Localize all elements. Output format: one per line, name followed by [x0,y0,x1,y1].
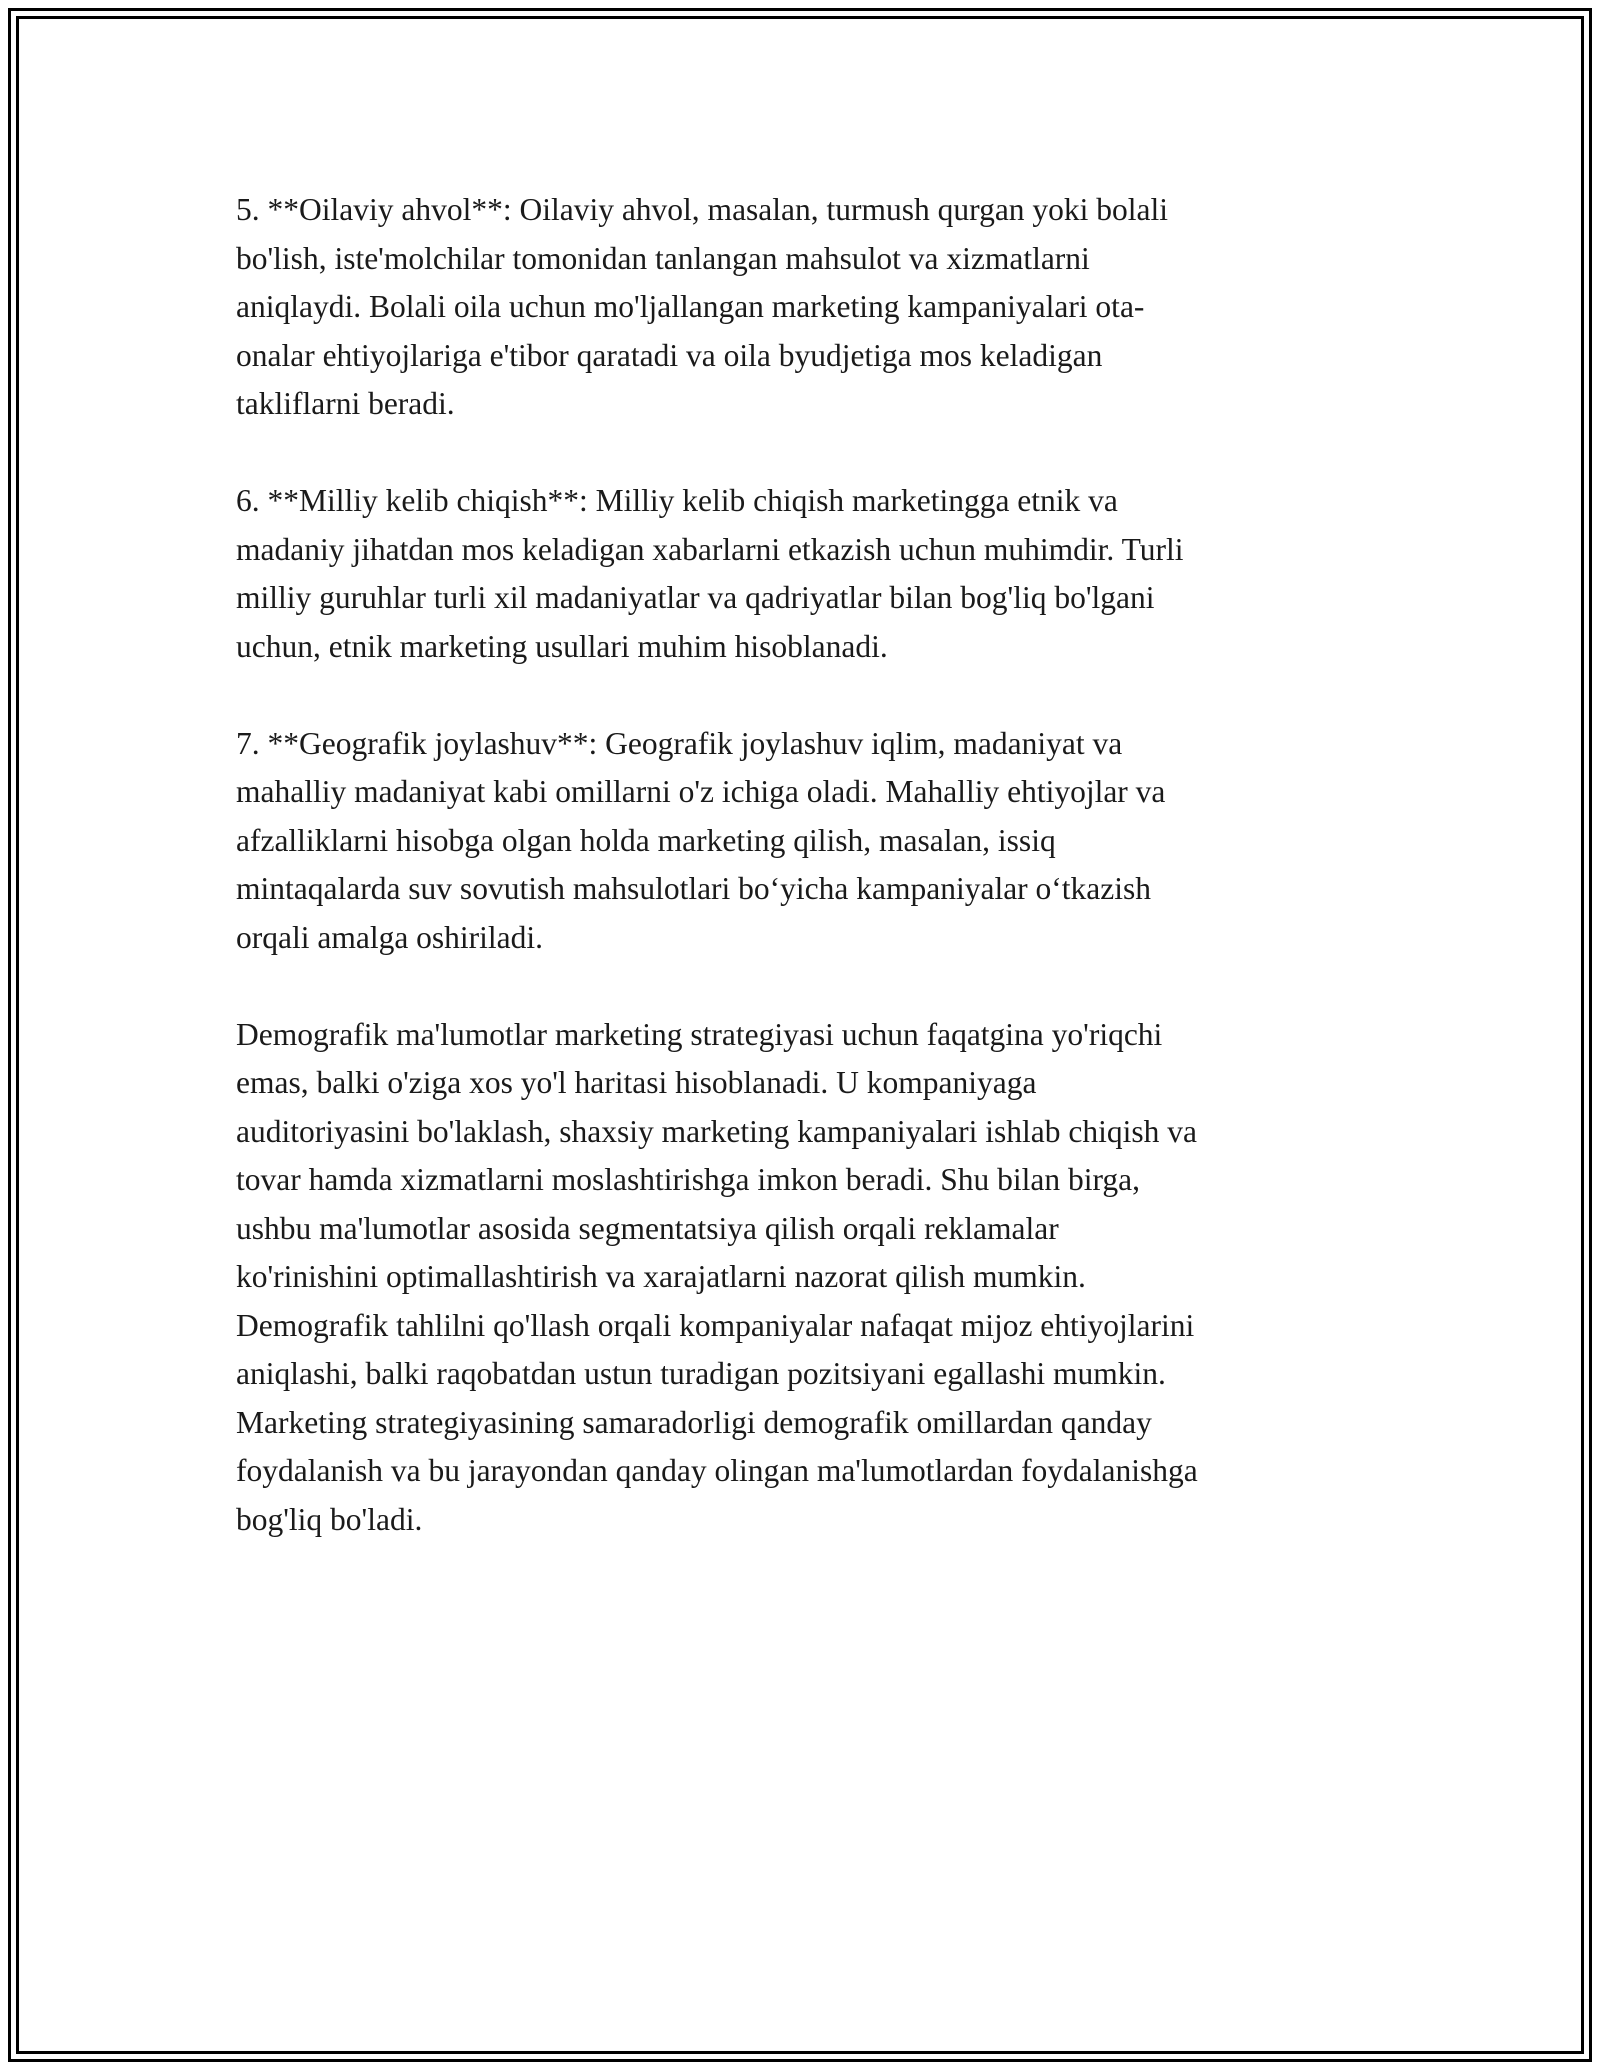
text-line: bog'liq bo'ladi. [236,1501,423,1537]
text-line: bo'lish, iste'molchilar tomonidan tanlangan mahsulot va xizmatlarni [236,240,1090,276]
text-line: 5. **Oilaviy ahvol**: Oilaviy ahvol, masalan, turmush qurgan yoki bolali [236,192,1169,227]
text-line: 7. **Geografik joylashuv**: Geografik joylashuv iqlim, madaniyat va [236,725,1123,761]
text-line: auditoriyasini bo'laklash, shaxsiy marketing kampaniyalari ishlab chiqish va [236,1113,1197,1149]
text-line: ko'rinishini optimallashtirish va xarajatlarni nazorat qilish mumkin. [236,1259,1086,1294]
text-line: aniqlaydi. Bolali oila uchun mo'ljallangan marketing kampaniyalari ota- [236,289,1145,324]
text-line: Demografik ma'lumotlar marketing strategiyasi uchun faqatgina yo'riqchi [236,1016,1163,1052]
text-line: aniqlashi, balki raqobatdan ustun turadigan pozitsiyani egallashi mumkin. [236,1356,1166,1391]
paragraph-national-origin [236,477,1366,671]
text-line: madaniy jihatdan mos keladigan xabarlarni etkazish uchun muhimdir. Turli [236,531,1184,567]
paragraph-conclusion [236,1011,1366,1545]
text-line: Marketing strategiyasining samaradorligi demografik omillardan qanday [236,1404,1152,1440]
text-line: Demografik tahlilni qo'llash orqali kompaniyalar nafaqat mijoz ehtiyojlarini [236,1307,1195,1343]
text-line: mintaqalarda suv sovutish mahsulotlari bo‘yicha kampaniyalar o‘tkazish [236,871,1152,906]
paragraph-geographic-location [236,720,1366,963]
text-line: milliy guruhlar turli xil madaniyatlar va qadriyatlar bilan bog'liq bo'lgani [236,580,1155,615]
paragraph-family-status [236,186,1366,429]
text-line: takliflarni beradi. [236,386,455,421]
text-line: foydalanish va bu jarayondan qanday olingan ma'lumotlardan foydalanishga [236,1453,1198,1488]
text-line: mahalliy madaniyat kabi omillarni o'z ichiga oladi. Mahalliy ehtiyojlar va [236,774,1166,809]
text-line: tovar hamda xizmatlarni moslashtirishga imkon beradi. Shu bilan birga, [236,1162,1140,1197]
document-body [236,186,1366,1593]
text-line: emas, balki o'ziga xos yo'l haritasi hisoblanadi. U kompaniyaga [236,1065,1037,1100]
text-line: ushbu ma'lumotlar asosida segmentatsiya qilish orqali reklamalar [236,1210,1059,1246]
text-line: onalar ehtiyojlariga e'tibor qaratadi va oila byudjetiga mos keladigan [236,337,1103,373]
text-line: uchun, etnik marketing usullari muhim hisoblanadi. [236,628,888,664]
text-line: afzalliklarni hisobga olgan holda marketing qilish, masalan, issiq [236,822,1056,858]
text-line: 6. **Milliy kelib chiqish**: Milliy kelib chiqish marketingga etnik va [236,483,1118,518]
text-line: orqali amalga oshiriladi. [236,919,544,955]
